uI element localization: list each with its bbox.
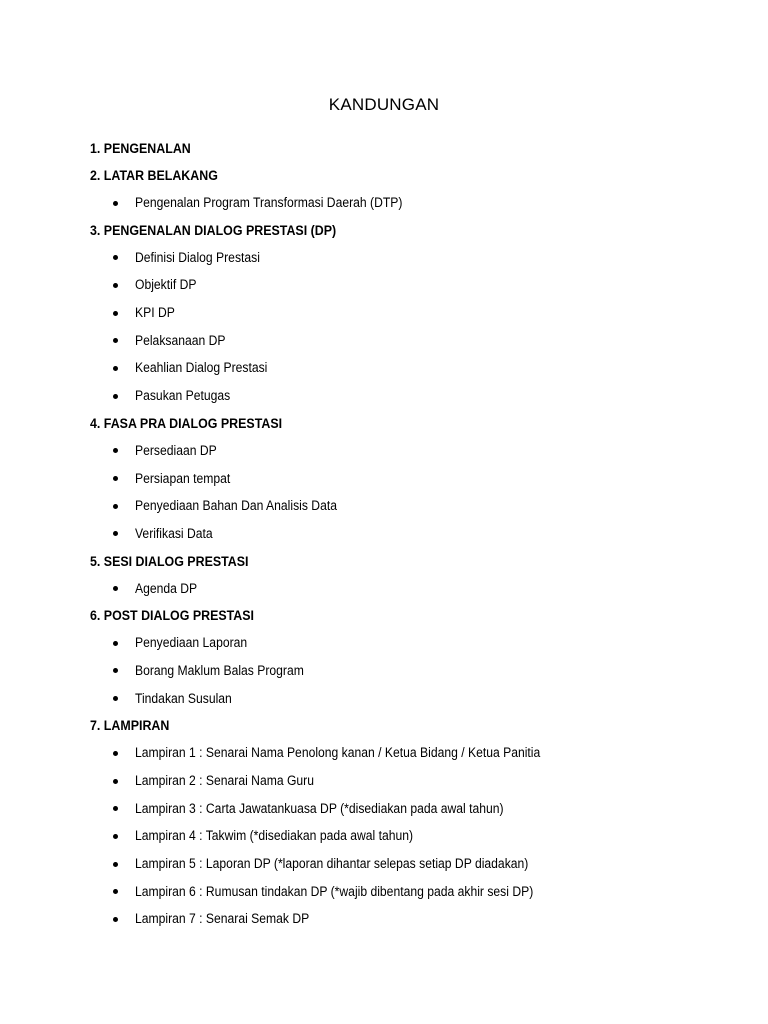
- section-heading: 7. LAMPIRAN: [90, 718, 170, 734]
- bullet-icon: [113, 889, 118, 894]
- bullet-icon: [113, 394, 118, 399]
- bullet-icon: [113, 696, 118, 701]
- section-heading: 4. FASA PRA DIALOG PRESTASI: [90, 415, 283, 431]
- bullet-icon: [113, 476, 118, 481]
- toc-section-fasa-pra-dialog-prestasi: [90, 414, 730, 544]
- list-item: [90, 854, 730, 874]
- list-item: [90, 331, 730, 351]
- list-item-text: Pelaksanaan DP: [135, 332, 226, 348]
- list-item: [90, 248, 730, 268]
- bullet-icon: [113, 834, 118, 839]
- bullet-icon: [113, 668, 118, 673]
- section-heading: 3. PENGENALAN DIALOG PRESTASI (DP): [90, 222, 337, 238]
- bullet-icon: [113, 779, 118, 784]
- list-item-text: Persediaan DP: [135, 442, 217, 458]
- toc-section-post-dialog-prestasi: [90, 606, 730, 708]
- list-item-text: Lampiran 4 : Takwim (*disediakan pada awal tahun): [135, 828, 414, 844]
- list-item-text: Keahlian Dialog Prestasi: [135, 360, 268, 376]
- bullet-icon: [113, 641, 118, 646]
- list-item-text: Lampiran 5 : Laporan DP (*laporan dihantar selepas setiap DP diadakan): [135, 856, 529, 872]
- list-item: [90, 193, 730, 213]
- section-heading: 1. PENGENALAN: [90, 141, 191, 156]
- toc-section-sesi-dialog-prestasi: [90, 552, 730, 599]
- list-item-text: Lampiran 7 : Senarai Semak DP: [135, 911, 310, 927]
- list-item-text: Agenda DP: [135, 580, 198, 596]
- list-item-text: Persiapan tempat: [135, 470, 231, 486]
- list-item: [90, 799, 730, 819]
- list-item-text: KPI DP: [135, 305, 175, 321]
- page-title: KANDUNGAN: [328, 95, 440, 114]
- list-item-text: Verifikasi Data: [135, 525, 213, 541]
- list-item: [90, 633, 730, 653]
- list-item-text: Lampiran 2 : Senarai Nama Guru: [135, 773, 314, 788]
- list-item-text: Tindakan Susulan: [135, 690, 232, 706]
- section-items: [90, 248, 730, 406]
- list-item: [90, 496, 730, 516]
- list-item-text: Definisi Dialog Prestasi: [135, 249, 260, 265]
- list-item: [90, 661, 730, 681]
- list-item-text: Penyediaan Laporan: [135, 635, 248, 651]
- section-heading: 5. SESI DIALOG PRESTASI: [90, 553, 249, 569]
- toc-section-pengenalan: [90, 139, 730, 159]
- bullet-icon: [113, 338, 118, 343]
- list-item-text: Penyediaan Bahan Dan Analisis Data: [135, 498, 337, 514]
- bullet-icon: [113, 531, 118, 536]
- list-item-text: Lampiran 3 : Carta Jawatankuasa DP (*disediakan pada awal tahun): [135, 800, 504, 816]
- bullet-icon: [113, 862, 118, 867]
- section-heading: 2. LATAR BELAKANG: [90, 168, 218, 183]
- bullet-icon: [113, 751, 118, 756]
- list-item: [90, 743, 730, 763]
- section-items: [90, 441, 730, 544]
- list-item-text: Borang Maklum Balas Program: [135, 662, 304, 678]
- toc-section-pengenalan-dialog-prestasi: [90, 221, 730, 406]
- list-item: [90, 303, 730, 323]
- bullet-icon: [113, 448, 118, 453]
- list-item-text: Pasukan Petugas: [135, 388, 231, 404]
- bullet-icon: [113, 504, 118, 509]
- section-items: [90, 193, 730, 213]
- bullet-icon: [113, 917, 118, 922]
- bullet-icon: [113, 283, 118, 288]
- bullet-icon: [113, 806, 118, 811]
- list-item: [90, 358, 730, 378]
- bullet-icon: [113, 311, 118, 316]
- list-item: [90, 826, 730, 846]
- list-item: [90, 579, 730, 599]
- list-item-text: Objektif DP: [135, 277, 197, 293]
- list-item: [90, 689, 730, 709]
- toc-section-lampiran: [90, 716, 730, 929]
- section-heading: 6. POST DIALOG PRESTASI: [90, 608, 255, 624]
- list-item: [90, 275, 730, 295]
- bullet-icon: [113, 201, 118, 206]
- list-item: [90, 771, 730, 791]
- section-items: [90, 579, 730, 599]
- list-item-text: Lampiran 1 : Senarai Nama Penolong kanan / Ketua Bidang / Ketua Panitia: [135, 745, 541, 761]
- bullet-icon: [113, 366, 118, 371]
- list-item: [90, 524, 730, 544]
- list-item: [90, 882, 730, 902]
- list-item: [90, 441, 730, 461]
- bullet-icon: [113, 255, 118, 260]
- list-item: [90, 386, 730, 406]
- bullet-icon: [113, 586, 118, 591]
- list-item-text: Lampiran 6 : Rumusan tindakan DP (*wajib dibentang pada akhir sesi DP): [135, 883, 534, 899]
- list-item: [90, 469, 730, 489]
- toc-section-latar-belakang: [90, 166, 730, 213]
- list-item: [90, 909, 730, 929]
- section-items: [90, 743, 730, 929]
- list-item-text: Pengenalan Program Transformasi Daerah (DTP): [135, 195, 403, 210]
- table-of-contents: [90, 139, 730, 937]
- section-items: [90, 633, 730, 708]
